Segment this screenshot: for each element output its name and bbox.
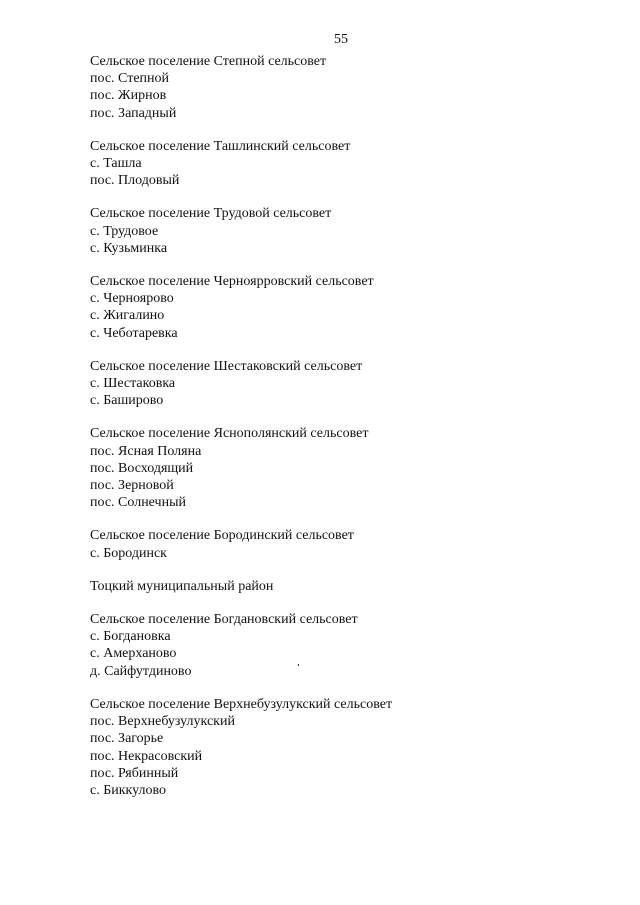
settlement-entry: с. Бородинск: [90, 545, 167, 561]
section-heading: Сельское поселение Яснополянский сельсовет: [90, 426, 369, 442]
section-stepnoy: [90, 53, 590, 122]
section-borodinsky: [90, 527, 590, 561]
section-shestakovsky: [90, 358, 590, 410]
section-chernoyarovsky: [90, 273, 590, 342]
settlement-entry: пос. Степной: [90, 71, 170, 87]
section-tashlinsky: [90, 138, 590, 190]
section-heading: Сельское поселение Богдановский сельсовет: [90, 612, 358, 628]
settlement-entry: с. Трудовое: [90, 223, 159, 239]
section-verkhnebuzuluksky: [90, 696, 590, 799]
settlement-entry: с. Чеботаревка: [90, 325, 178, 341]
settlement-entry: с. Черноярово: [90, 291, 174, 307]
settlement-entry: д. Сайфутдиново: [90, 663, 192, 679]
section-heading: Сельское поселение Черноярровский сельсовет: [90, 274, 374, 290]
settlement-entry: пос. Жирнов: [90, 88, 167, 104]
settlement-entry: с. Ташла: [90, 156, 142, 172]
settlement-entry: с. Биккулово: [90, 782, 167, 798]
settlement-entry: с. Кузьминка: [90, 240, 168, 256]
settlement-entry: пос. Верхнебузулукский: [90, 714, 235, 730]
section-trudovoy: [90, 205, 590, 257]
settlement-entry: пос. Рябинный: [90, 765, 179, 781]
section-bogdanovsky: [90, 611, 590, 680]
settlement-entry: с. Богдановка: [90, 629, 171, 645]
settlement-entry: пос. Западный: [90, 105, 177, 121]
settlement-entry: пос. Загорье: [90, 731, 164, 747]
section-heading: Сельское поселение Трудовой сельсовет: [90, 206, 332, 222]
district-heading: Тоцкий муниципальный район: [90, 578, 274, 594]
settlement-entry: пос. Солнечный: [90, 495, 186, 511]
section-heading: Сельское поселение Ташлинский сельсовет: [90, 138, 351, 154]
settlement-entry: пос. Зерновой: [90, 478, 174, 494]
page-number: 55: [334, 32, 348, 47]
section-yasnopolyansky: [90, 425, 590, 511]
settlement-entry: пос. Некрасовский: [90, 748, 203, 764]
settlement-entry: с. Амерханово: [90, 646, 177, 662]
scan-speck: [298, 664, 299, 666]
district-heading-totsky: [90, 578, 590, 595]
section-heading: Сельское поселение Верхнебузулукский сельсовет: [90, 696, 393, 712]
settlement-entry: с. Жигалино: [90, 308, 165, 324]
settlement-entry: пос. Ясная Поляна: [90, 443, 202, 459]
settlement-entry: с. Шестаковка: [90, 376, 176, 392]
section-heading: Сельское поселение Степной сельсовет: [90, 54, 327, 69]
settlement-list: [90, 53, 590, 815]
settlement-entry: пос. Плодовый: [90, 173, 180, 189]
settlement-entry: с. Баширово: [90, 393, 164, 409]
settlement-entry: пос. Восходящий: [90, 460, 194, 476]
section-heading: Сельское поселение Бородинский сельсовет: [90, 528, 354, 544]
section-heading: Сельское поселение Шестаковский сельсовет: [90, 358, 363, 374]
